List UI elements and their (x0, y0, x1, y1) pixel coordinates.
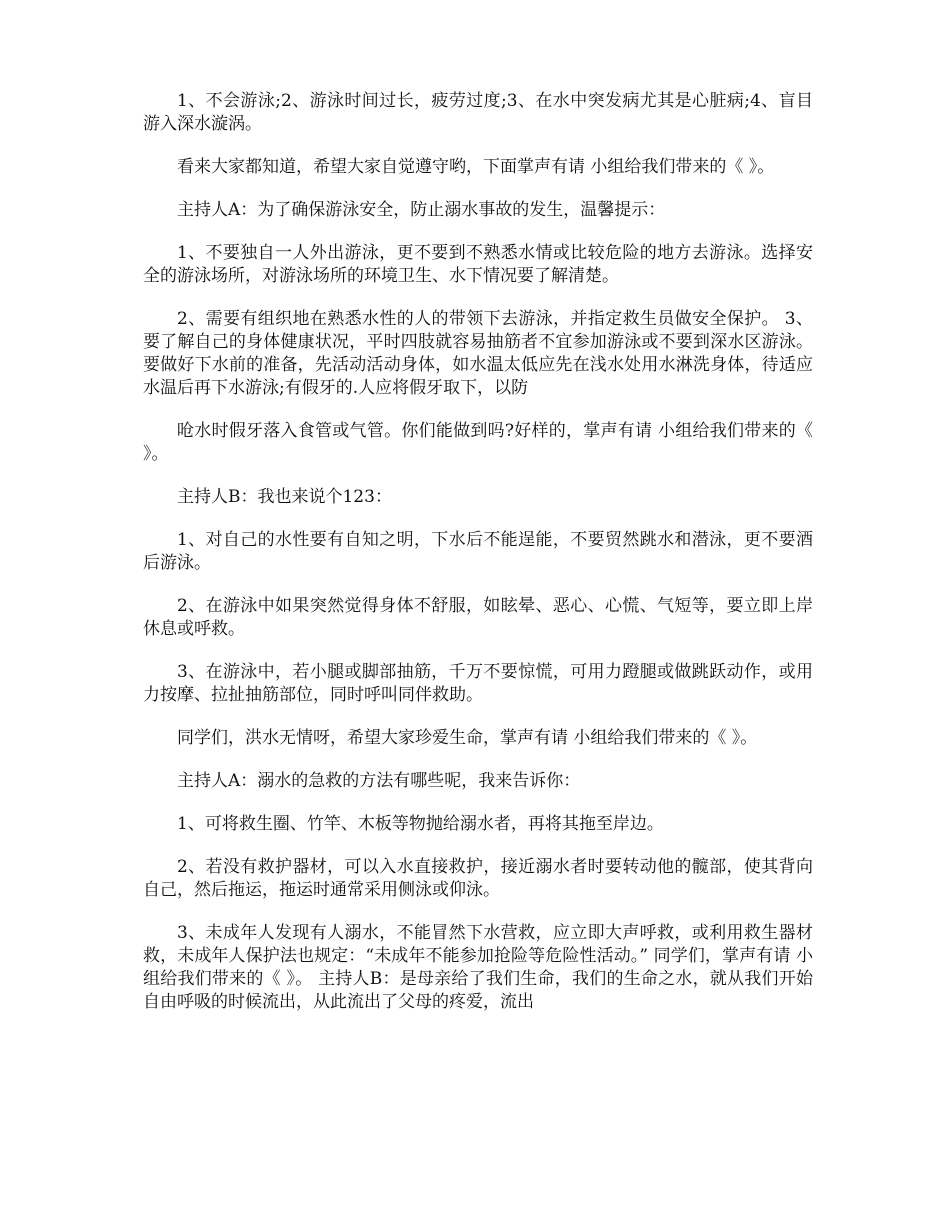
paragraph-host-b-point-1: 1、对自己的水性要有自知之明，下水后不能逞能，不要贸然跳水和潜泳，更不要酒后游泳。 (143, 530, 813, 573)
paragraph-rescue-2: 2、若没有救护器材，可以入水直接救护，接近溺水者时要转动他的髋部，使其背向自己，然后拖运，拖运时通常采用侧泳或仰泳。 (143, 857, 813, 900)
paragraph-rescue-1: 1、可将救生圈、竹竿、木板等物抛给溺水者，再将其拖至岸边。 (177, 814, 664, 834)
paragraph-tip-2-3: 2、需要有组织地在熟悉水性的人的带领下去游泳，并指定救生员做安全保护。 3、要了解自己的身体健康状况，平时四肢就容易抽筋者不宜参加游泳或不要到深水区游泳。要做好下水前的准备，先活动活动身体，如水温太低应先在浅水处用水淋洗身体，待适应水温后再下水游泳;有假牙的.人应将假牙取下，以防 (143, 309, 813, 398)
paragraph-transition-2: 同学们，洪水无情呀，希望大家珍爱生命，掌声有请 小组给我们带来的《 》。 (177, 728, 758, 748)
paragraph-drowning-causes: 1、不会游泳;2、游泳时间过长，疲劳过度;3、在水中突发病尤其是心脏病;4、盲目游入深水漩涡。 (143, 91, 813, 134)
document-page (143, 90, 813, 1034)
paragraph-tip-3-continued: 呛水时假牙落入食管或气管。你们能做到吗?好样的，掌声有请 小组给我们带来的《 》。 (143, 421, 813, 464)
paragraph-transition-1: 看来大家都知道，希望大家自觉遵守哟，下面掌声有请 小组给我们带来的《 》。 (177, 157, 775, 177)
paragraph-tip-1: 1、不要独自一人外出游泳，更不要到不熟悉水情或比较危险的地方去游泳。选择安全的游泳场所，对游泳场所的环境卫生、水下情况要了解清楚。 (143, 243, 813, 286)
paragraph-host-b-point-3: 3、在游泳中，若小腿或脚部抽筋，千万不要惊慌，可用力蹬腿或做跳跃动作，或用力按摩、拉扯抽筋部位，同时呼叫同伴救助。 (143, 662, 813, 705)
paragraph-host-b-point-2: 2、在游泳中如果突然觉得身体不舒服，如眩晕、恶心、心慌、气短等，要立即上岸休息或呼救。 (143, 596, 813, 639)
paragraph-host-a-rescue-intro: 主持人A：溺水的急救的方法有哪些呢，我来告诉你： (177, 771, 581, 791)
paragraph-rescue-3: 3、未成年人发现有人溺水，不能冒然下水营救，应立即大声呼救，或利用救生器材救，未成年人保护法也规定：“未成年不能参加抢险等危险性活动。” 同学们，掌声有请 小组给我们带来的《 》。 主持人B：是母亲给了我们生命，我们的生命之水，就从我们开始自由呼吸的时候流出，从此流出了父母的疼爱，流出 (143, 923, 813, 1012)
paragraph-host-a-tips-intro: 主持人A：为了确保游泳安全，防止溺水事故的发生，温馨提示： (177, 200, 666, 220)
paragraph-host-b-intro: 主持人B：我也来说个123： (177, 487, 392, 507)
